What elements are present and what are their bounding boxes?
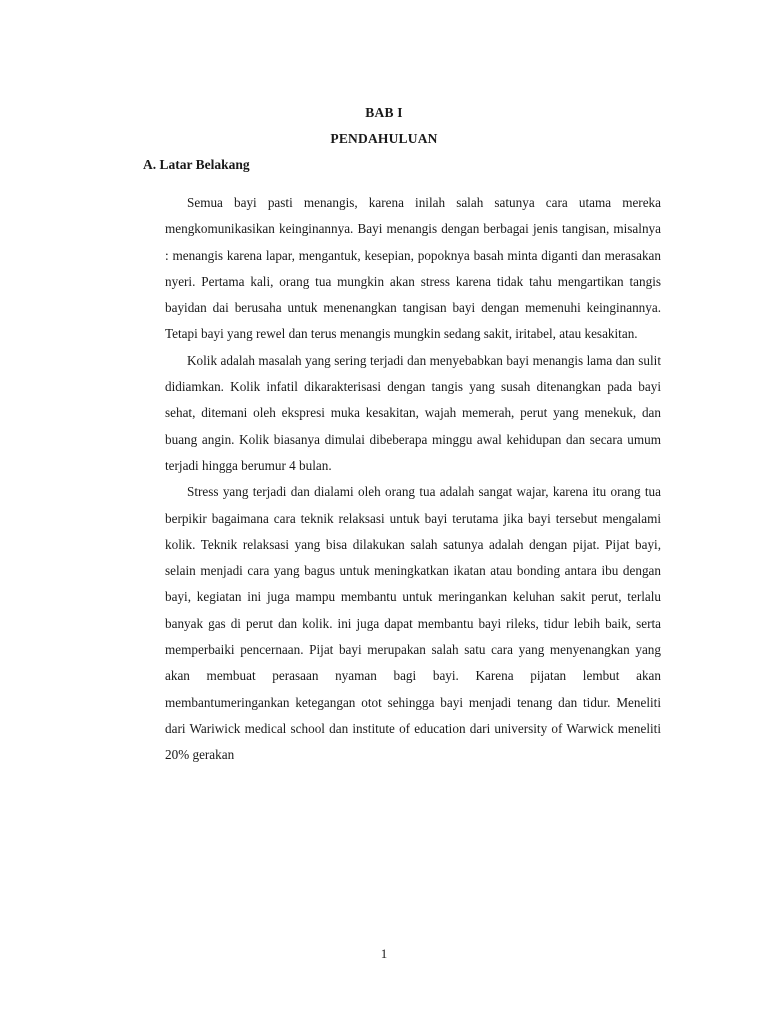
section-heading: A. Latar Belakang: [143, 157, 250, 172]
paragraph-1: Semua bayi pasti menangis, karena inilah salah satunya cara utama mereka mengkomunikasikan keinginannya. Bayi menangis dengan berbagai jenis tangisan, misalnya : menangis karena lapar, mengantuk, kesepian, popoknya basah minta diganti dan merasakan nyeri. Pertama kali, orang tua mungkin akan stress karena tidak tahu mengartikan tangis bayidan dai berusaha untuk menenangkan tangisan bayi dengan memenuhi keinginannya. Tetapi bayi yang rewel dan terus menangis mungkin sedang sakit, iritabel, atau kesakitan.: [165, 195, 661, 342]
paragraph-2: Kolik adalah masalah yang sering terjadi dan menyebabkan bayi menangis lama dan sulit didiamkan. Kolik infatil dikarakterisasi dengan tangis yang susah ditenangkan pada bayi sehat, ditemani oleh ekspresi muka kesakitan, wajah memerah, perut yang menekuk, dan buang angin. Kolik biasanya dimulai dibeberapa minggu awal kehidupan dan secara umum terjadi hingga berumur 4 bulan.: [165, 352, 661, 473]
chapter-title: PENDAHULUAN: [330, 131, 438, 146]
paragraph-3: Stress yang terjadi dan dialami oleh orang tua adalah sangat wajar, karena itu orang tua berpikir bagaimana cara teknik relaksasi untuk bayi terutama jika bayi tersebut mengalami kolik. Teknik relaksasi yang bisa dilakukan salah satunya adalah dengan pijat. Pijat bayi, selain menjadi cara yang bagus untuk meningkatkan ikatan atau bonding antara ibu dengan bayi, kegiatan ini juga mampu membantu untuk meringankan keluhan sakit perut, terlalu banyak gas di perut dan kolik. ini juga dapat membantu bayi rileks, tidur lebih baik, serta memperbaiki pencernaan. Pijat bayi merupakan salah satu cara yang menyenangkan yang akan membuat perasaan nyaman bagi bayi. Karena pijatan lembut akan membantumeringankan ketegangan otot sehingga bayi menjadi tenang dan tidur. Meneliti dari Wariwick medical school dan institute of education dari university of Warwick meneliti 20% gerakan: [165, 484, 661, 763]
body-text: [165, 190, 661, 769]
page-number: 1: [380, 946, 388, 961]
chapter-number: BAB I: [365, 105, 403, 120]
